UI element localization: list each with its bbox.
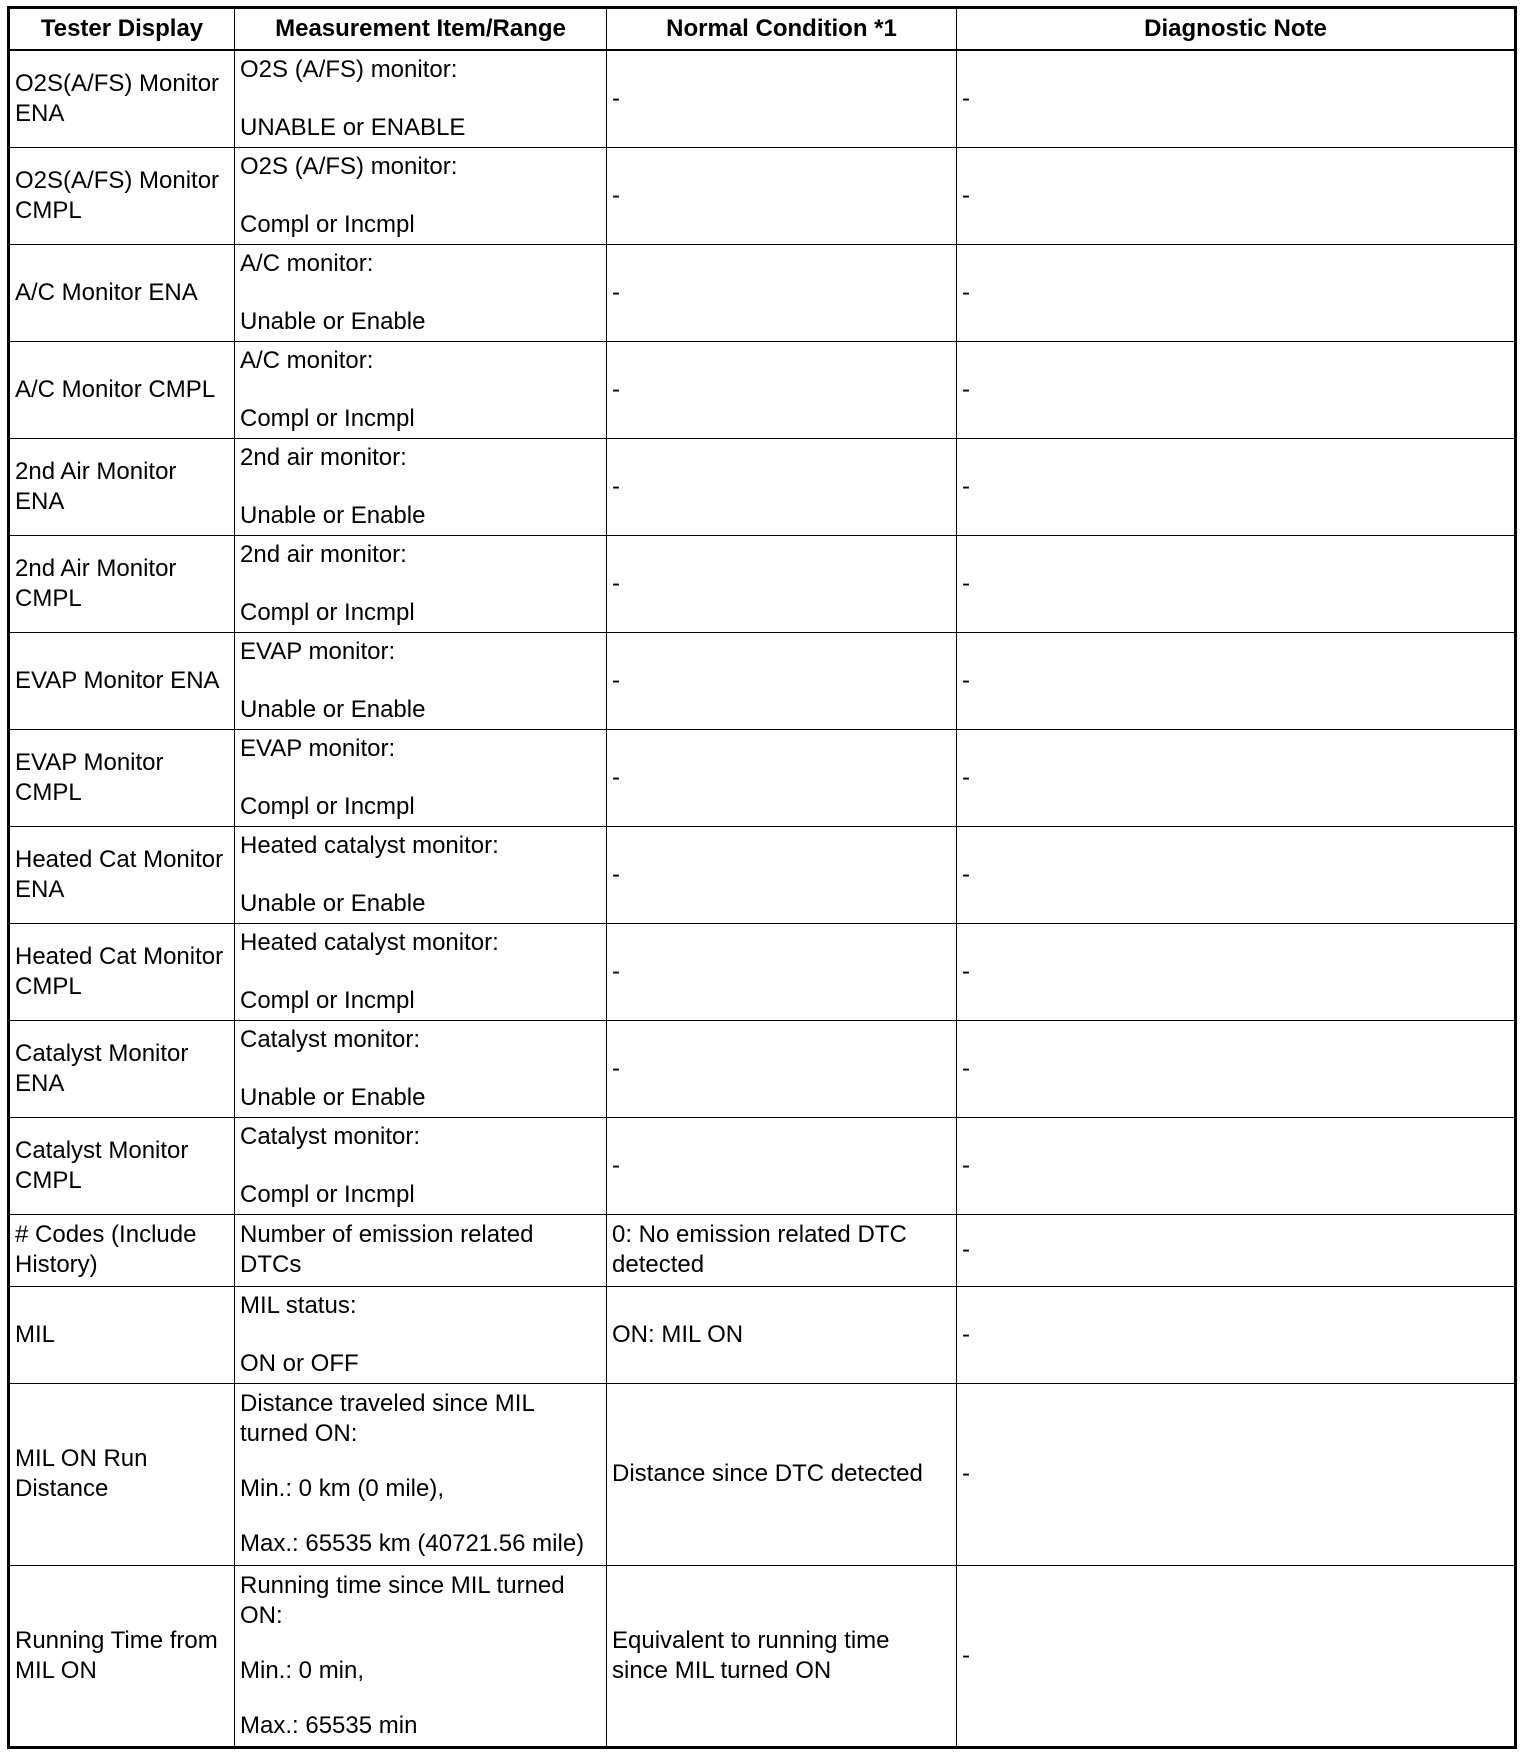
measurement-line: Distance traveled since MIL turned ON: bbox=[240, 1390, 534, 1447]
diagnostic-note-cell: - bbox=[957, 1020, 1516, 1117]
tester-display-cell: Running Time from MIL ON bbox=[9, 1565, 235, 1747]
table-row bbox=[9, 535, 1516, 632]
diagnostic-note-cell: - bbox=[957, 50, 1516, 147]
measurement-cell bbox=[235, 1020, 607, 1117]
normal-condition-cell: - bbox=[607, 632, 957, 729]
normal-condition-cell: - bbox=[607, 341, 957, 438]
normal-condition-cell: 0: No emission related DTC detected bbox=[607, 1214, 957, 1286]
measurement-line: Compl or Incmpl bbox=[240, 404, 415, 432]
measurement-cell: Number of emission related DTCs bbox=[235, 1214, 607, 1286]
data-list-table bbox=[7, 6, 1517, 1749]
measurement-line: A/C monitor: bbox=[240, 346, 374, 374]
measurement-cell bbox=[235, 1565, 607, 1747]
table-row bbox=[9, 341, 1516, 438]
measurement-line: Heated catalyst monitor: bbox=[240, 831, 499, 859]
normal-condition-cell: - bbox=[607, 923, 957, 1020]
normal-condition-cell: - bbox=[607, 729, 957, 826]
measurement-cell bbox=[235, 535, 607, 632]
measurement-line: MIL status: bbox=[240, 1291, 357, 1319]
measurement-line: Compl or Incmpl bbox=[240, 792, 415, 820]
measurement-cell bbox=[235, 923, 607, 1020]
measurement-line: Compl or Incmpl bbox=[240, 210, 415, 238]
normal-condition-cell: - bbox=[607, 826, 957, 923]
measurement-cell bbox=[235, 50, 607, 147]
header-tester-display: Tester Display bbox=[9, 8, 235, 51]
diagnostic-note-cell: - bbox=[957, 729, 1516, 826]
table-row bbox=[9, 1214, 1516, 1286]
measurement-line: EVAP monitor: bbox=[240, 637, 396, 665]
normal-condition-cell: Distance since DTC detected bbox=[607, 1383, 957, 1565]
measurement-cell bbox=[235, 244, 607, 341]
header-row bbox=[9, 8, 1516, 51]
tester-display-cell: Heated Cat Monitor ENA bbox=[9, 826, 235, 923]
table-row bbox=[9, 1565, 1516, 1747]
diagnostic-note-cell: - bbox=[957, 1565, 1516, 1747]
measurement-cell bbox=[235, 341, 607, 438]
normal-condition-cell: - bbox=[607, 147, 957, 244]
measurement-line: Compl or Incmpl bbox=[240, 598, 415, 626]
diagnostic-note-cell: - bbox=[957, 923, 1516, 1020]
normal-condition-cell: ON: MIL ON bbox=[607, 1286, 957, 1383]
measurement-line: O2S (A/FS) monitor: bbox=[240, 55, 458, 83]
measurement-cell bbox=[235, 729, 607, 826]
table-row bbox=[9, 923, 1516, 1020]
measurement-cell bbox=[235, 632, 607, 729]
header-measurement-item: Measurement Item/Range bbox=[235, 8, 607, 51]
measurement-line: A/C monitor: bbox=[240, 249, 374, 277]
measurement-line: Running time since MIL turned ON: bbox=[240, 1571, 565, 1629]
diagnostic-note-cell: - bbox=[957, 632, 1516, 729]
tester-display-cell: Catalyst Monitor CMPL bbox=[9, 1117, 235, 1214]
measurement-cell bbox=[235, 826, 607, 923]
diagnostic-note-cell: - bbox=[957, 1286, 1516, 1383]
tester-display-cell: EVAP Monitor CMPL bbox=[9, 729, 235, 826]
normal-condition-cell: Equivalent to running time since MIL turned ON bbox=[607, 1565, 957, 1747]
tester-display-cell: Heated Cat Monitor CMPL bbox=[9, 923, 235, 1020]
measurement-line: ON or OFF bbox=[240, 1349, 359, 1377]
table-row bbox=[9, 147, 1516, 244]
diagnostic-note-cell: - bbox=[957, 1214, 1516, 1286]
tester-display-cell: MIL bbox=[9, 1286, 235, 1383]
tester-display-cell: O2S(A/FS) Monitor ENA bbox=[9, 50, 235, 147]
measurement-line: Catalyst monitor: bbox=[240, 1122, 421, 1150]
measurement-line: Compl or Incmpl bbox=[240, 986, 415, 1014]
table-row bbox=[9, 438, 1516, 535]
table-row bbox=[9, 826, 1516, 923]
normal-condition-cell: - bbox=[607, 244, 957, 341]
diagnostic-note-cell: - bbox=[957, 826, 1516, 923]
tester-display-cell: Catalyst Monitor ENA bbox=[9, 1020, 235, 1117]
tester-display-cell: A/C Monitor CMPL bbox=[9, 341, 235, 438]
table-row bbox=[9, 244, 1516, 341]
header-normal-condition: Normal Condition *1 bbox=[607, 8, 957, 51]
measurement-line: Max.: 65535 min bbox=[240, 1711, 418, 1739]
tester-display-cell: 2nd Air Monitor CMPL bbox=[9, 535, 235, 632]
normal-condition-cell: - bbox=[607, 1020, 957, 1117]
measurement-line: Compl or Incmpl bbox=[240, 1180, 415, 1208]
measurement-cell bbox=[235, 1286, 607, 1383]
measurement-line: Heated catalyst monitor: bbox=[240, 928, 499, 956]
normal-condition-cell: - bbox=[607, 438, 957, 535]
normal-condition-cell: - bbox=[607, 50, 957, 147]
table-row bbox=[9, 1383, 1516, 1565]
tester-display-cell: O2S(A/FS) Monitor CMPL bbox=[9, 147, 235, 244]
measurement-line: O2S (A/FS) monitor: bbox=[240, 152, 458, 180]
measurement-line: 2nd air monitor: bbox=[240, 443, 407, 471]
tester-display-cell: MIL ON Run Distance bbox=[9, 1383, 235, 1565]
measurement-cell bbox=[235, 1383, 607, 1565]
tester-display-cell: 2nd Air Monitor ENA bbox=[9, 438, 235, 535]
measurement-line: UNABLE or ENABLE bbox=[240, 113, 466, 141]
measurement-line: Unable or Enable bbox=[240, 1083, 426, 1111]
measurement-line: 2nd air monitor: bbox=[240, 540, 407, 568]
measurement-cell bbox=[235, 438, 607, 535]
measurement-line: Unable or Enable bbox=[240, 889, 426, 917]
table-row bbox=[9, 729, 1516, 826]
table-row bbox=[9, 1020, 1516, 1117]
measurement-line: Unable or Enable bbox=[240, 307, 426, 335]
measurement-line: Max.: 65535 km (40721.56 mile) bbox=[240, 1530, 585, 1557]
normal-condition-cell: - bbox=[607, 535, 957, 632]
measurement-cell bbox=[235, 1117, 607, 1214]
measurement-cell bbox=[235, 147, 607, 244]
measurement-line: Unable or Enable bbox=[240, 695, 426, 723]
measurement-line: Min.: 0 km (0 mile), bbox=[240, 1475, 445, 1502]
table-row bbox=[9, 50, 1516, 147]
measurement-line: Catalyst monitor: bbox=[240, 1025, 421, 1053]
measurement-line: Unable or Enable bbox=[240, 501, 426, 529]
table-row bbox=[9, 632, 1516, 729]
diagnostic-note-cell: - bbox=[957, 244, 1516, 341]
diagnostic-note-cell: - bbox=[957, 438, 1516, 535]
diagnostic-note-cell: - bbox=[957, 1383, 1516, 1565]
table-row bbox=[9, 1117, 1516, 1214]
table-row bbox=[9, 1286, 1516, 1383]
measurement-line: EVAP monitor: bbox=[240, 734, 396, 762]
header-diagnostic-note: Diagnostic Note bbox=[957, 8, 1516, 51]
tester-display-cell: A/C Monitor ENA bbox=[9, 244, 235, 341]
diagnostic-note-cell: - bbox=[957, 147, 1516, 244]
diagnostic-note-cell: - bbox=[957, 535, 1516, 632]
diagnostic-note-cell: - bbox=[957, 341, 1516, 438]
normal-condition-cell: - bbox=[607, 1117, 957, 1214]
tester-display-cell: # Codes (Include History) bbox=[9, 1214, 235, 1286]
diagnostic-note-cell: - bbox=[957, 1117, 1516, 1214]
measurement-line: Min.: 0 min, bbox=[240, 1656, 365, 1684]
tester-display-cell: EVAP Monitor ENA bbox=[9, 632, 235, 729]
